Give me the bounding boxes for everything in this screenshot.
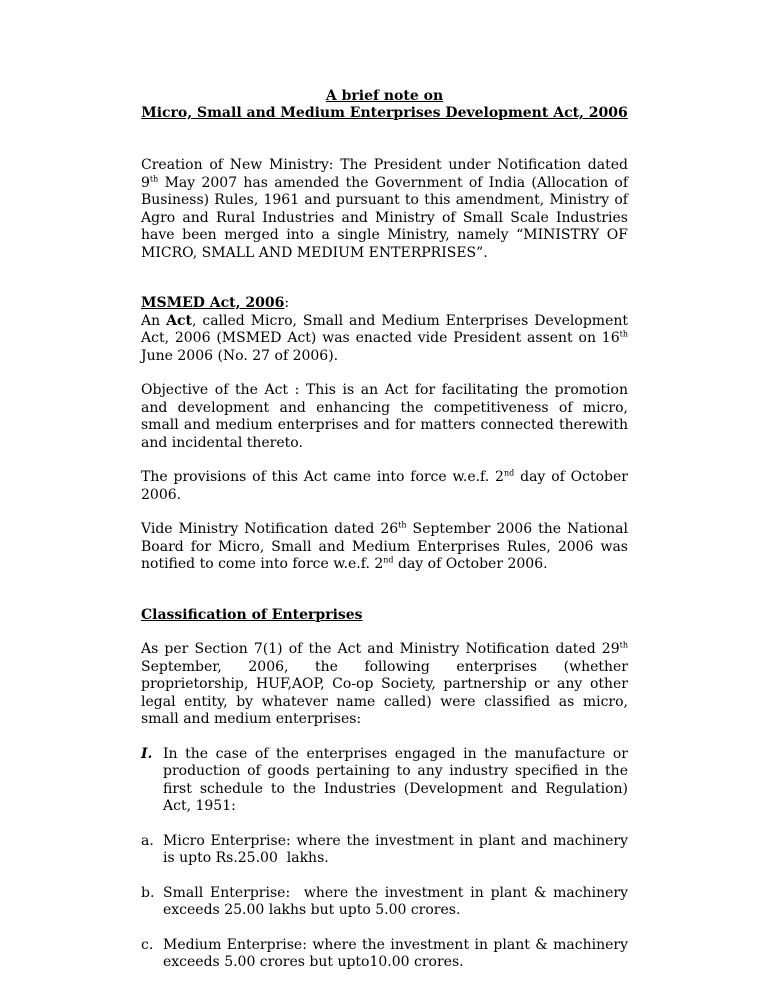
list-text: In the case of the enterprises engaged in the manufacture or production of goods pertaining to any industry specified in the first schedule to the Industries (Development and Regulation) Act, 1951: (163, 745, 628, 814)
list-marker: I. (141, 745, 153, 762)
list-item-roman-i (141, 746, 628, 816)
list-text: Small Enterprise: where the investment in plant & machinery exceeds 25.00 lakhs but upto 5.00 crores. (163, 884, 628, 918)
list-marker: c. (141, 936, 154, 953)
classification-intro: As per Section 7(1) of the Act and Ministry Notification dated 29th September, 2006, the following enterprises (whether proprietorship, HUF,AOP, Co-op Society, partnership or any other legal entity, by whatever name called) were classified as micro, small and medium enterprises: (141, 640, 628, 727)
objective-paragraph: Objective of the Act : This is an Act for facilitating the promotion and development and enhancing the competitiveness of micro, small and medium enterprises and for matters connected therewith and incidental thereto. (141, 382, 628, 451)
document-title (141, 88, 628, 122)
title-line-1: A brief note on (325, 88, 444, 104)
force-paragraph: The provisions of this Act came into force w.e.f. 2nd day of October 2006. (141, 468, 628, 503)
creation-paragraph: Creation of New Ministry: The President under Notification dated 9th May 2007 has amended the Government of India (Allocation of Business) Rules, 1961 and pursuant to this amendment, Ministry of Agro and Rural Industries and Ministry of Small Scale Industries have been merged into a single Ministry, namely “MINISTRY OF MICRO, SMALL AND MEDIUM ENTERPRISES”. (141, 157, 628, 261)
msmed-heading: MSMED Act, 2006 (141, 295, 285, 311)
list-marker: b. (141, 884, 155, 901)
classification-heading: Classification of Enterprises (141, 606, 363, 623)
title-line-2: Micro, Small and Medium Enterprises Development Act, 2006 (141, 105, 628, 121)
vide-paragraph: Vide Ministry Notification dated 26th September 2006 the National Board for Micro, Small and Medium Enterprises Rules, 2006 was notified to come into force w.e.f. 2nd day of October 2006. (141, 520, 628, 572)
list-item-micro (141, 833, 628, 868)
list-item-small (141, 885, 628, 920)
list-item-medium (141, 937, 628, 972)
list-text: Medium Enterprise: where the investment in plant & machinery exceeds 5.00 crores but upto10.00 crores. (163, 936, 628, 970)
document-page (141, 88, 628, 989)
list-text: Micro Enterprise: where the investment in plant and machinery is upto Rs.25.00 lakhs. (163, 832, 628, 866)
msmed-paragraph: MSMED Act, 2006: An Act, called Micro, Small and Medium Enterprises Development Act, 2006 (MSMED Act) was enacted vide President assent on 16th June 2006 (No. 27 of 2006). (141, 295, 628, 364)
list-marker: a. (141, 832, 154, 849)
